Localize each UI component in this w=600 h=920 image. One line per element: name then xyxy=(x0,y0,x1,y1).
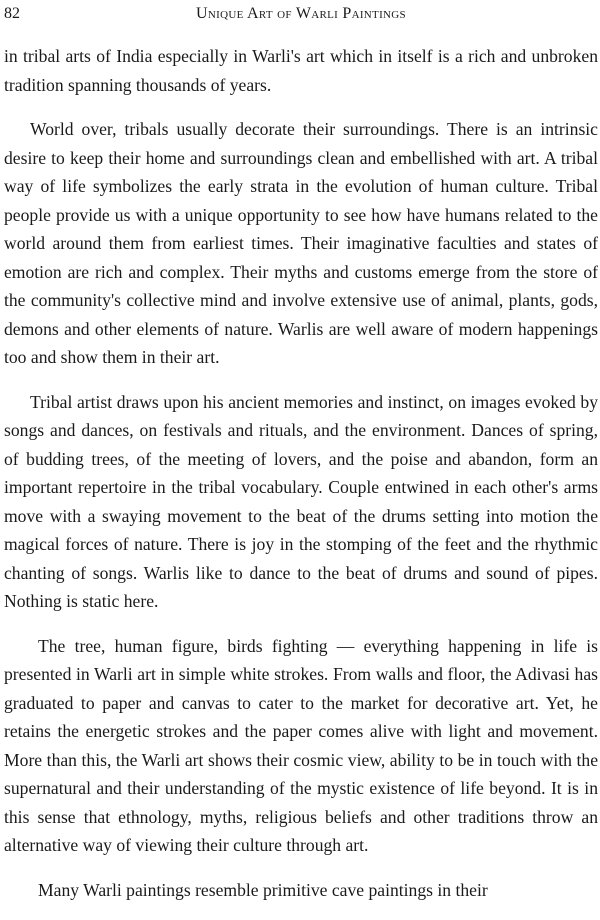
paragraph-continuation: in tribal arts of India especially in Warli's art which in itself is a rich and unbroken tradition spanning thousands of years. xyxy=(4,46,598,95)
paragraph-white-strokes: The tree, human figure, birds fighting — everything happening in life is presented in Warli art in simple white strokes. From walls and floor, the Adivasi has graduated to paper and canvas to cater to the market for decorative art. Yet, he retains the energetic strokes and the paper comes alive with light and movement. More than this, the Warli art shows their cosmic view, ability to be in touch with the supernatural and their understanding of the mystic existence of life beyond. It is in this sense that ethnology, myths, religious beliefs and other traditions throw an alternative way of viewing their culture through art. xyxy=(4,635,598,855)
body-text xyxy=(4,42,598,920)
running-title: Unique Art of Warli Paintings xyxy=(196,5,406,22)
page-header xyxy=(4,2,598,26)
paragraph-tribal-surroundings: World over, tribals usually decorate their surroundings. There is an intrinsic desire to keep their home and surroundings clean and embellished with art. A tribal way of life symbolizes the early strata in the evolution of human culture. Tribal people provide us with a unique opportunity to see how have humans related to the world around them from earliest times. Their imaginative faculties and states of emotion are rich and complex. Their myths and customs emerge from the store of the community's collective mind and involve extensive use of animal, plants, gods, demons and other elements of nature. Warlis are well aware of modern happenings too and show them in their art. xyxy=(4,119,598,367)
paragraph-tribal-artist: Tribal artist draws upon his ancient memories and instinct, on images evoked by songs and dances, on festivals and rituals, and the environment. Dances of spring, of budding trees, of the meeting of lovers, and the poise and abandon, form an important repertoire in the tribal vocabulary. Couple entwined in each other's arms move with a swaying movement to the beat of the drums setting into motion the magical forces of nature. There is joy in the stomping of the feet and the rhythmic chanting of songs. Warlis like to dance to the beat of drums and sound of pipes. Nothing is static here. xyxy=(4,391,598,611)
page-number: 82 xyxy=(4,5,20,22)
paragraph-cave-paintings: Many Warli paintings resemble primitive cave paintings in their xyxy=(38,879,488,900)
